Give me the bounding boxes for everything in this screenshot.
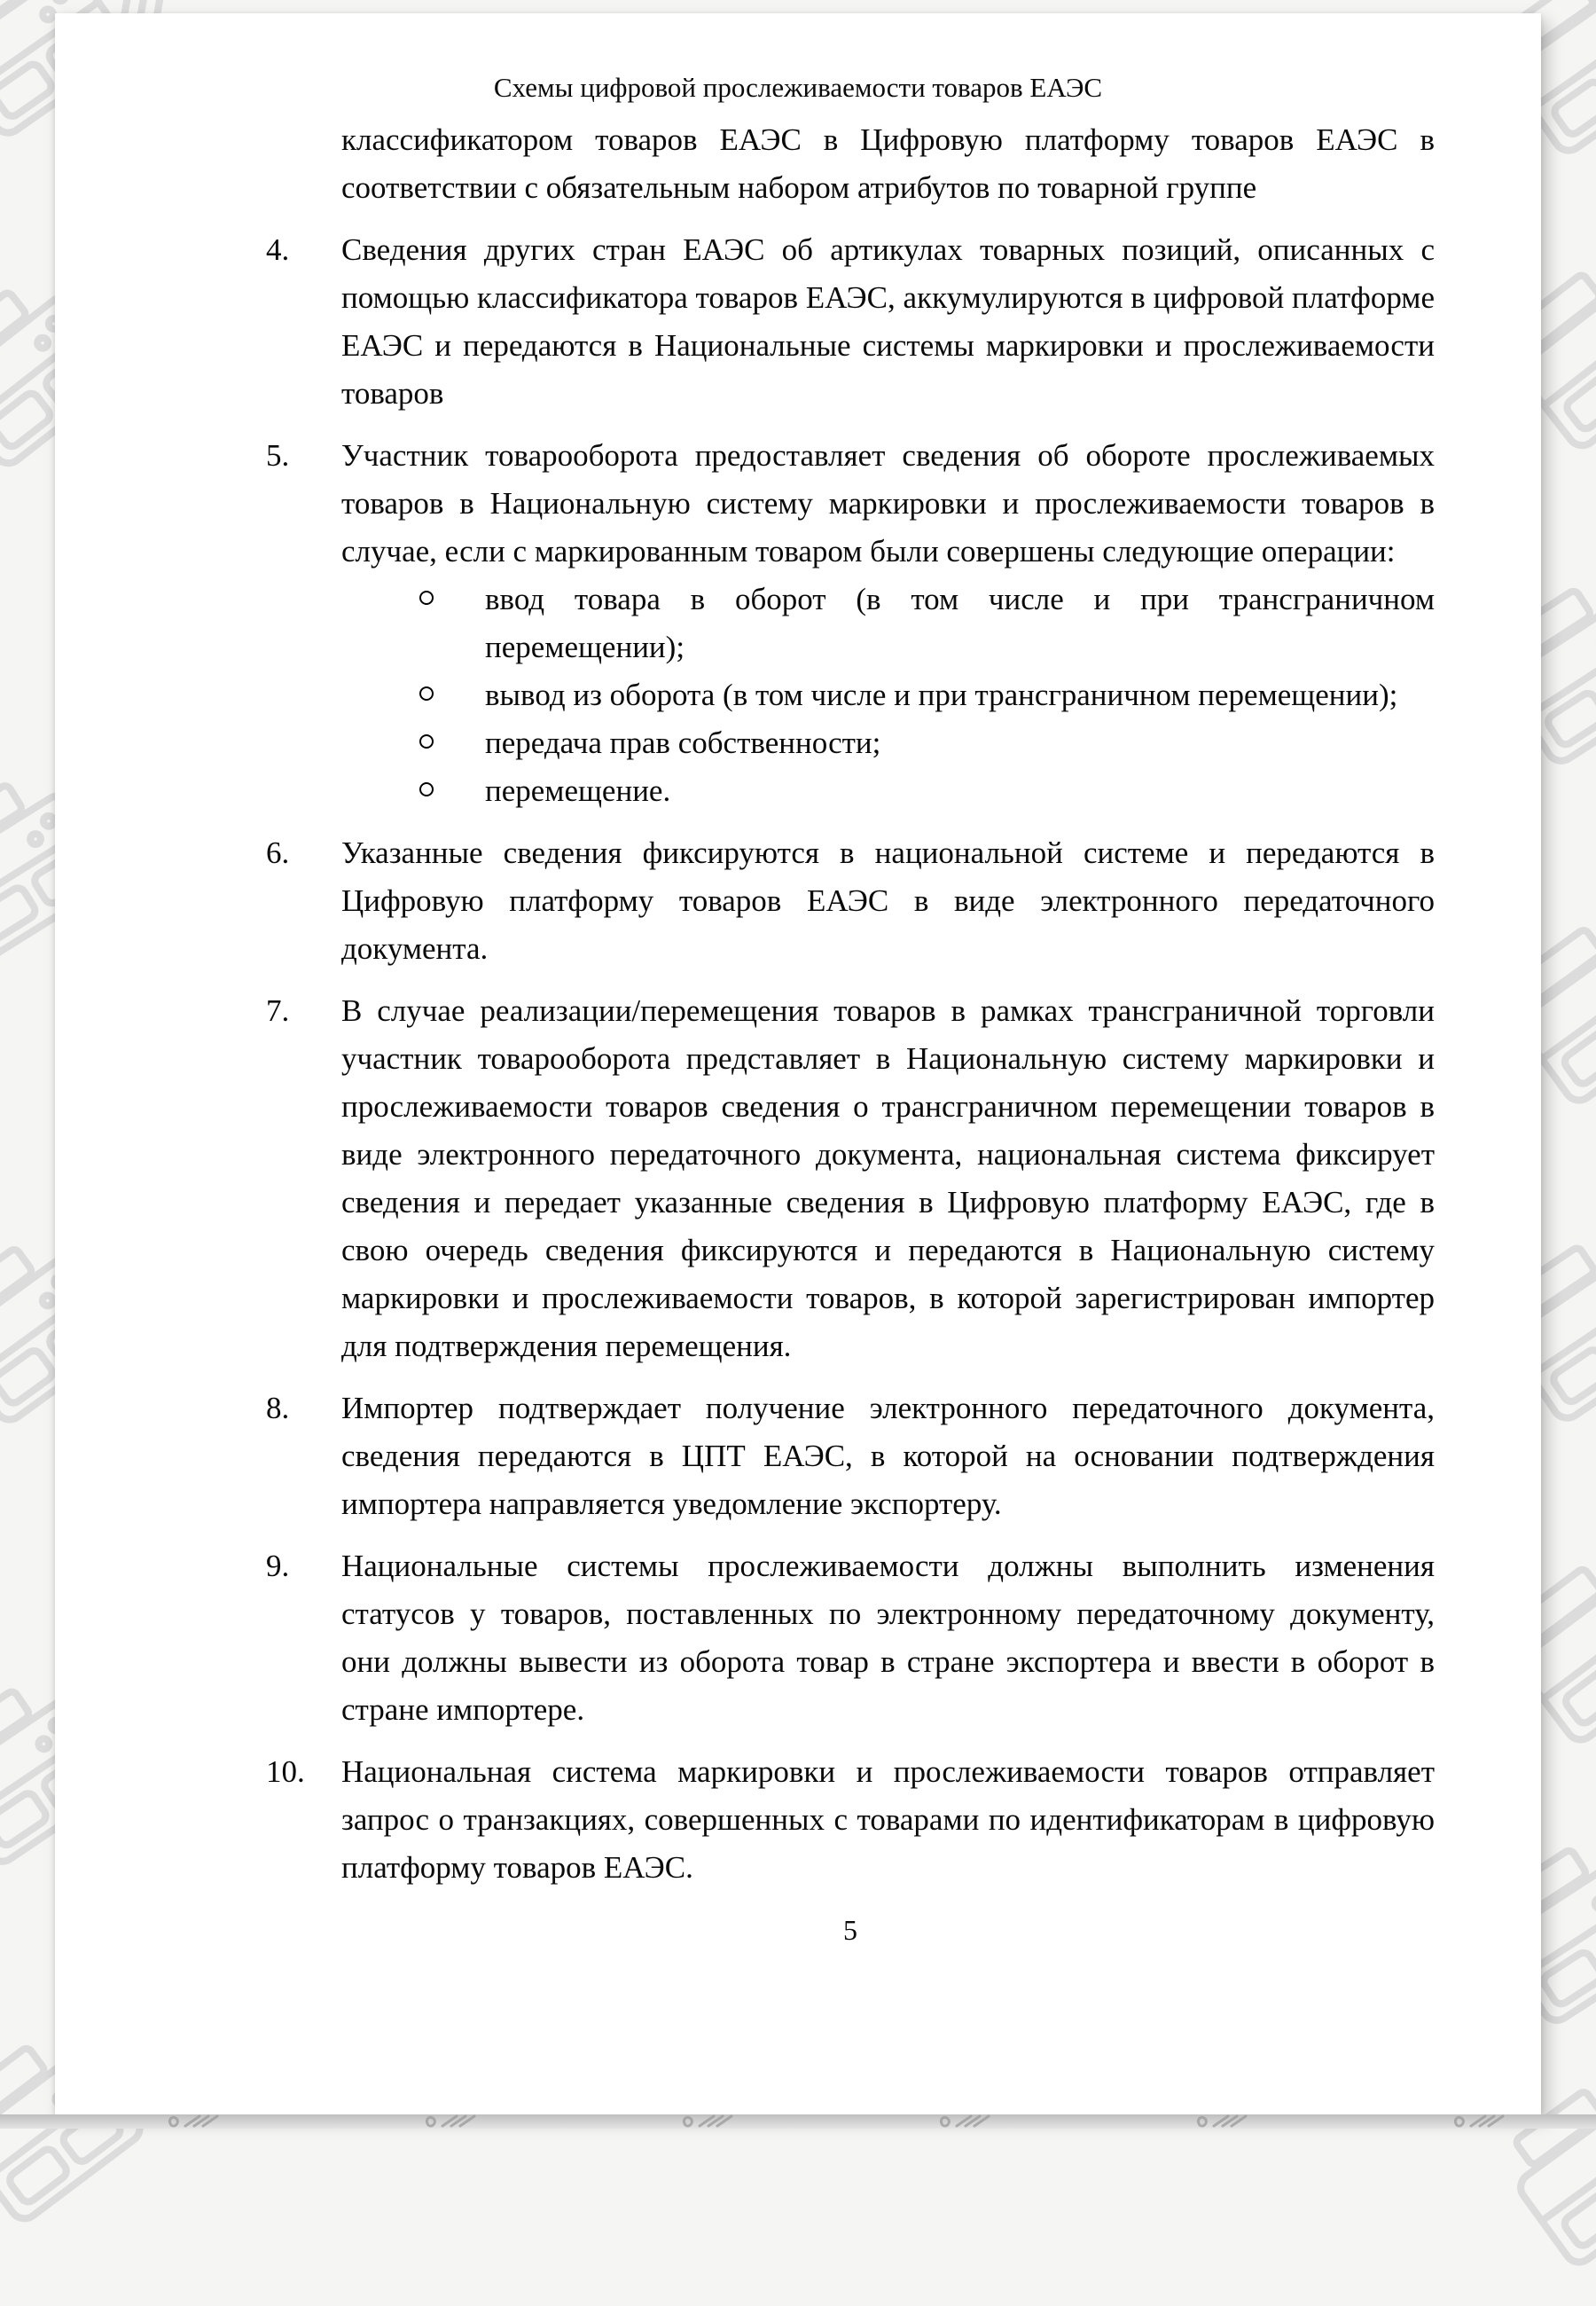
circle-bullet-icon bbox=[419, 734, 434, 749]
hatch-marks-icon bbox=[164, 2114, 226, 2128]
item-text: Сведения других стран ЕАЭС об артикулах товарных позиций, описанных с помощью классификатора товаров ЕАЭС, аккумулируются в цифровой платформе ЕАЭС и передаются в Национальные системы маркировки и прослеживаемости товаров bbox=[341, 232, 1435, 411]
circle-bullet-icon bbox=[419, 591, 434, 605]
list-item bbox=[266, 987, 1435, 1370]
hatch-marks-icon bbox=[421, 2114, 483, 2128]
item-text: Импортер подтверждает получение электронного передаточного документа, сведения передаются в ЦПТ ЕАЭС, в которой на основании подтверждения импортера направляется уведомление экспортеру. bbox=[341, 1391, 1435, 1521]
document-content bbox=[266, 116, 1435, 1954]
item-text: Указанные сведения фиксируются в национальной системе и передаются в Цифровую платформу товаров ЕАЭС в виде электронного передаточного документа. bbox=[341, 835, 1435, 966]
bullet-text: ввод товара в оборот (в том числе и при трансграничном перемещении); bbox=[485, 582, 1435, 664]
bullet-text: вывод из оборота (в том числе и при трансграничном перемещении); bbox=[485, 678, 1398, 712]
circle-bullet-icon bbox=[419, 782, 434, 796]
list-item bbox=[266, 1542, 1435, 1734]
page-header-title: Схемы цифровой прослеживаемости товаров ЕАЭС bbox=[493, 72, 1103, 103]
bullet-text: передача прав собственности; bbox=[485, 726, 881, 760]
hatch-marks-icon bbox=[935, 2114, 998, 2128]
item-number: 8. bbox=[266, 1391, 290, 1425]
item-text: В случае реализации/перемещения товаров в рамках трансграничной торговли участник товарооборота представляет в Национальную систему маркировки и прослеживаемости товаров сведения о трансграничном перемещении товаров в виде электронного передаточного документа, национальная система фиксирует сведения и передает указанные сведения в Цифровую платформу ЕАЭС, где в свою очередь сведения фиксируются и передаются в Национальную систему маркировки и прослеживаемости товаров, в которой зарегистрирован импортер для подтверждения перемещения. bbox=[341, 993, 1435, 1363]
item-number: 9. bbox=[266, 1549, 290, 1583]
list-item bbox=[266, 1384, 1435, 1528]
item-number: 5. bbox=[266, 438, 290, 473]
hatch-marks-icon bbox=[1193, 2114, 1255, 2128]
page-number: 5 bbox=[843, 1914, 857, 1946]
list-item bbox=[266, 432, 1435, 815]
item-text: Участник товарооборота предоставляет сведения об обороте прослеживаемых товаров в Национальную систему маркировки и прослеживаемости товаров в случае, если с маркированным товаром были совершены следующие операции: bbox=[341, 438, 1435, 569]
list-item bbox=[266, 829, 1435, 973]
hatch-marks-icon bbox=[1450, 2114, 1512, 2128]
item-number: 10. bbox=[266, 1754, 305, 1789]
item-text: Национальная система маркировки и прослеживаемости товаров отправляет запрос о транзакциях, совершенных с товарами по идентификаторам в цифровую платформу товаров ЕАЭС. bbox=[341, 1754, 1435, 1885]
bullet-item bbox=[341, 719, 1435, 767]
item-number: 7. bbox=[266, 993, 290, 1028]
bullet-item bbox=[341, 576, 1435, 671]
document-page bbox=[55, 13, 1541, 2114]
list-item bbox=[266, 1748, 1435, 1892]
circle-bullet-icon bbox=[419, 686, 434, 701]
item-text: Национальные системы прослеживаемости должны выполнить изменения статусов у товаров, поставленных по электронному передаточному документу, они должны вывести из оборота товар в стране экспортера и ввести в оборот в стране импортере. bbox=[341, 1549, 1435, 1727]
hatch-marks-icon bbox=[678, 2114, 740, 2128]
bullet-text: перемещение. bbox=[485, 773, 671, 808]
intro-continuation-paragraph: классификатором товаров ЕАЭС в Цифровую платформу товаров ЕАЭС в соответствии с обязательным набором атрибутов по товарной группе bbox=[341, 122, 1435, 205]
bullet-item bbox=[341, 671, 1435, 719]
bottom-scan-band bbox=[0, 2114, 1596, 2129]
bullet-item bbox=[341, 767, 1435, 815]
list-item bbox=[266, 226, 1435, 418]
item-number: 4. bbox=[266, 232, 290, 267]
item-number: 6. bbox=[266, 835, 290, 870]
